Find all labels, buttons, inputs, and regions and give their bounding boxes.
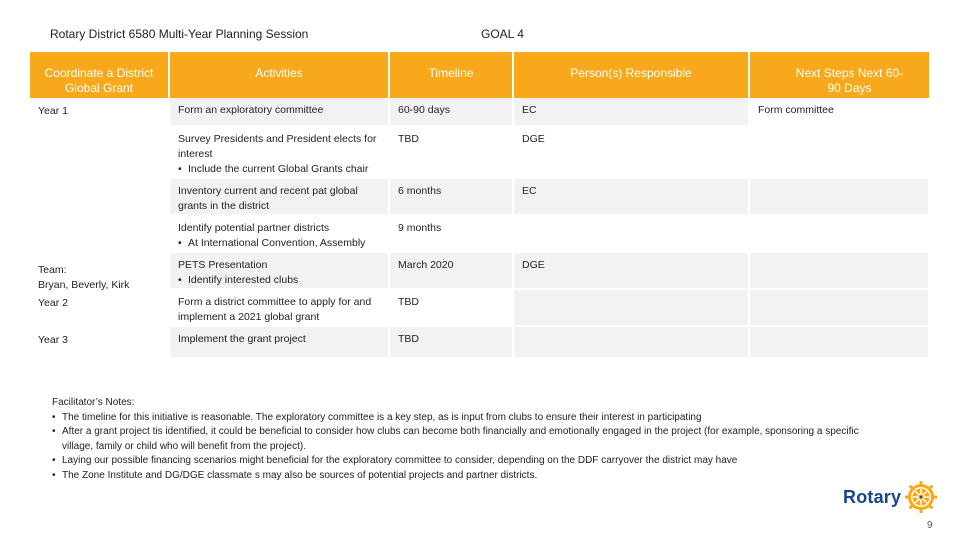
page-title: Rotary District 6580 Multi-Year Planning Session [50, 27, 309, 41]
note-item: • Laying our possible financing scenarios might beneficial for the exploratory committee to consider, depending on the DDF carryover the district may have [62, 454, 882, 469]
person-cell: EC [513, 98, 749, 126]
activity-cell [169, 126, 389, 178]
col-header-timeline: Timeline [389, 52, 513, 98]
col-header-goal: Coordinate a District Global Grant [30, 52, 169, 98]
note-item: • The timeline for this initiative is reasonable. The exploratory committee is a key step, as is input from clubs to ensure their interest in participating [62, 411, 882, 426]
notes-heading: Facilitator’s Notes: [52, 397, 135, 408]
activity-cell [169, 252, 389, 289]
timeline-cell: 9 months [389, 215, 513, 252]
col-header-next-steps: Next Steps Next 60-90 Days [749, 52, 929, 98]
timeline-cell: TBD [389, 326, 513, 358]
person-cell [513, 215, 749, 252]
note-item: • After a grant project tis identified, it could be beneficial to consider how clubs can become both financially and emotionally engaged in the project (for example, sponsoring a specific village, family or child who will benefit from the project). [62, 425, 882, 454]
year-1-label: Year 1 [38, 105, 68, 117]
person-cell [513, 289, 749, 326]
activity-cell [169, 98, 389, 126]
year-1-cell [30, 98, 169, 289]
team-members: Bryan, Beverly, Kirk [38, 279, 130, 291]
next-steps-cell [749, 289, 929, 326]
activity-cell: Form a district committee to apply for and implement a 2021 global grant [169, 289, 389, 326]
table-row [30, 289, 929, 326]
next-steps-cell [749, 252, 929, 289]
activity-text: Survey Presidents and President elects for interest [178, 133, 377, 160]
activity-bullet: • Identify interested clubs [178, 273, 382, 288]
next-steps-cell [749, 178, 929, 215]
rotary-logo-text: Rotary [843, 486, 902, 507]
table-row [30, 326, 929, 358]
activity-text: Form an exploratory committee [178, 104, 324, 116]
activity-bullet: • At International Convention, Assembly [178, 236, 382, 251]
activity-cell: Implement the grant project [169, 326, 389, 358]
person-cell: DGE [513, 252, 749, 289]
page-number: 9 [927, 520, 933, 531]
timeline-cell: TBD [389, 126, 513, 178]
timeline-cell: TBD [389, 289, 513, 326]
person-cell: EC [513, 178, 749, 215]
activity-cell [169, 215, 389, 252]
person-cell: DGE [513, 126, 749, 178]
timeline-cell: 60-90 days [389, 98, 513, 126]
table-header-row [30, 52, 929, 98]
team-label: Team: [38, 264, 67, 276]
rotary-logo [843, 480, 938, 514]
goal-label: GOAL 4 [481, 27, 524, 41]
next-steps-cell [749, 215, 929, 252]
year-3-cell: Year 3 [30, 326, 169, 358]
activity-text: PETS Presentation [178, 259, 268, 271]
next-steps-cell [749, 326, 929, 358]
activity-text: Identify potential partner districts [178, 222, 330, 234]
col-header-person: Person(s) Responsible [513, 52, 749, 98]
col-header-activities: Activities [169, 52, 389, 98]
rotary-wheel-icon [904, 480, 938, 514]
note-item: • The Zone Institute and DG/DGE classmate s may also be sources of potential projects and partner districts. [62, 469, 882, 484]
activity-bullet: • Include the current Global Grants chair [178, 162, 382, 177]
facilitator-notes [52, 396, 882, 483]
team-info [38, 263, 129, 293]
activity-cell: Inventory current and recent pat global grants in the district [169, 178, 389, 215]
timeline-cell: March 2020 [389, 252, 513, 289]
year-2-cell: Year 2 [30, 289, 169, 326]
next-steps-cell: Form committee [749, 98, 929, 178]
planning-table [30, 52, 930, 359]
timeline-cell: 6 months [389, 178, 513, 215]
table-row [30, 98, 929, 126]
person-cell [513, 326, 749, 358]
